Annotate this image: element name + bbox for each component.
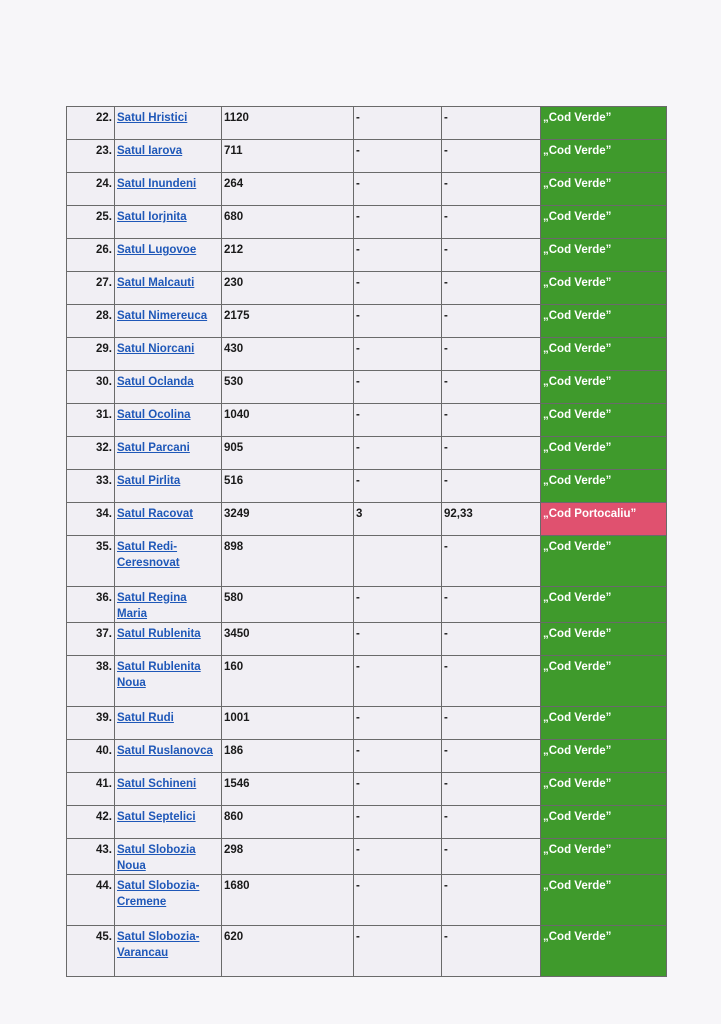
row-number: 43. [67, 839, 115, 875]
population-cell: 186 [222, 740, 354, 773]
population-cell: 680 [222, 206, 354, 239]
cases-cell: - [354, 740, 442, 773]
cases-cell: - [354, 404, 442, 437]
cases-cell: - [354, 140, 442, 173]
population-cell: 1040 [222, 404, 354, 437]
rate-cell: - [442, 305, 541, 338]
cases-cell: 3 [354, 503, 442, 536]
cases-cell [354, 536, 442, 587]
table-row [67, 806, 667, 839]
village-name-cell [115, 656, 222, 707]
village-name-cell [115, 404, 222, 437]
village-link[interactable]: Satul Oclanda [117, 376, 194, 388]
cases-cell: - [354, 272, 442, 305]
row-number: 32. [67, 437, 115, 470]
cases-cell: - [354, 875, 442, 926]
table-row [67, 839, 667, 875]
population-cell: 264 [222, 173, 354, 206]
village-link[interactable]: Satul Slobozia-Cremene [117, 880, 200, 908]
row-number: 34. [67, 503, 115, 536]
village-link[interactable]: Satul Slobozia-Varancau [117, 931, 200, 959]
alert-code-cell: „Cod Verde” [541, 773, 667, 806]
table-row [67, 305, 667, 338]
village-link[interactable]: Satul Slobozia Noua [117, 844, 196, 872]
alert-code-cell: „Cod Verde” [541, 806, 667, 839]
table-body [67, 107, 667, 977]
population-cell: 3450 [222, 623, 354, 656]
village-name-cell [115, 806, 222, 839]
village-name-cell [115, 536, 222, 587]
rate-cell: - [442, 371, 541, 404]
table-row [67, 206, 667, 239]
cases-cell: - [354, 470, 442, 503]
village-name-cell [115, 371, 222, 404]
alert-code-cell: „Cod Verde” [541, 338, 667, 371]
table-row [67, 437, 667, 470]
population-cell: 905 [222, 437, 354, 470]
population-cell: 1680 [222, 875, 354, 926]
table-row [67, 740, 667, 773]
row-number: 40. [67, 740, 115, 773]
rate-cell: - [442, 404, 541, 437]
row-number: 28. [67, 305, 115, 338]
row-number: 36. [67, 587, 115, 623]
row-number: 39. [67, 707, 115, 740]
table-row [67, 404, 667, 437]
row-number: 22. [67, 107, 115, 140]
table-row [67, 773, 667, 806]
village-link[interactable]: Satul Septelici [117, 811, 196, 823]
table-row [67, 239, 667, 272]
table-row [67, 173, 667, 206]
table-row [67, 140, 667, 173]
village-name-cell [115, 470, 222, 503]
village-link[interactable]: Satul Ruslanovca [117, 745, 213, 757]
rate-cell: - [442, 806, 541, 839]
village-name-cell [115, 239, 222, 272]
rate-cell: 92,33 [442, 503, 541, 536]
alert-code-cell: „Cod Verde” [541, 140, 667, 173]
row-number: 30. [67, 371, 115, 404]
rate-cell: - [442, 740, 541, 773]
rate-cell: - [442, 656, 541, 707]
population-cell: 898 [222, 536, 354, 587]
rate-cell: - [442, 839, 541, 875]
cases-cell: - [354, 656, 442, 707]
population-cell: 298 [222, 839, 354, 875]
alert-code-cell: „Cod Verde” [541, 587, 667, 623]
cases-cell: - [354, 623, 442, 656]
table-row [67, 107, 667, 140]
cases-cell: - [354, 305, 442, 338]
population-cell: 516 [222, 470, 354, 503]
alert-code-cell: „Cod Verde” [541, 707, 667, 740]
rate-cell: - [442, 587, 541, 623]
row-number: 29. [67, 338, 115, 371]
cases-cell: - [354, 107, 442, 140]
population-cell: 1120 [222, 107, 354, 140]
alert-code-cell: „Cod Verde” [541, 305, 667, 338]
village-link[interactable]: Satul Regina Maria [117, 592, 187, 620]
rate-cell: - [442, 773, 541, 806]
cases-cell: - [354, 587, 442, 623]
alert-code-cell: „Cod Verde” [541, 875, 667, 926]
village-link[interactable]: Satul Rublenita Noua [117, 661, 201, 689]
table-row [67, 623, 667, 656]
alert-code-cell: „Cod Verde” [541, 107, 667, 140]
row-number: 41. [67, 773, 115, 806]
table-row [67, 503, 667, 536]
cases-cell: - [354, 371, 442, 404]
population-cell: 230 [222, 272, 354, 305]
population-cell: 430 [222, 338, 354, 371]
rate-cell: - [442, 239, 541, 272]
rate-cell: - [442, 272, 541, 305]
alert-code-cell: „Cod Verde” [541, 404, 667, 437]
row-number: 37. [67, 623, 115, 656]
rate-cell: - [442, 173, 541, 206]
alert-code-cell: „Cod Verde” [541, 656, 667, 707]
alert-code-cell: „Cod Verde” [541, 740, 667, 773]
village-link[interactable]: Satul Lugovoe [117, 244, 197, 256]
village-name-cell [115, 740, 222, 773]
rate-cell: - [442, 875, 541, 926]
alert-code-cell: „Cod Verde” [541, 371, 667, 404]
row-number: 25. [67, 206, 115, 239]
alert-code-cell: „Cod Verde” [541, 206, 667, 239]
table-row [67, 371, 667, 404]
row-number: 33. [67, 470, 115, 503]
village-name-cell [115, 503, 222, 536]
rate-cell: - [442, 536, 541, 587]
cases-cell: - [354, 239, 442, 272]
row-number: 42. [67, 806, 115, 839]
village-link[interactable]: Satul Malcauti [117, 277, 195, 289]
village-name-cell [115, 206, 222, 239]
cases-cell: - [354, 839, 442, 875]
village-name-cell [115, 773, 222, 806]
population-cell: 3249 [222, 503, 354, 536]
population-cell: 711 [222, 140, 354, 173]
population-cell: 1546 [222, 773, 354, 806]
village-name-cell [115, 587, 222, 623]
population-cell: 160 [222, 656, 354, 707]
village-link[interactable]: Satul Inundeni [117, 178, 197, 190]
village-name-cell [115, 272, 222, 305]
village-link[interactable]: Satul Rublenita [117, 628, 201, 640]
village-link[interactable]: Satul Ocolina [117, 409, 191, 421]
rate-cell: - [442, 338, 541, 371]
alert-code-cell: „Cod Verde” [541, 839, 667, 875]
alert-code-cell: „Cod Verde” [541, 272, 667, 305]
village-name-cell [115, 140, 222, 173]
population-cell: 530 [222, 371, 354, 404]
rate-cell: - [442, 107, 541, 140]
alert-code-cell: „Cod Verde” [541, 926, 667, 977]
rate-cell: - [442, 140, 541, 173]
rate-cell: - [442, 206, 541, 239]
table-row [67, 656, 667, 707]
village-link[interactable]: Satul Redi-Ceresnovat [117, 541, 180, 569]
rate-cell: - [442, 470, 541, 503]
village-link[interactable]: Satul Rudi [117, 712, 174, 724]
cases-cell: - [354, 437, 442, 470]
cases-cell: - [354, 707, 442, 740]
table-row [67, 587, 667, 623]
cases-cell: - [354, 806, 442, 839]
row-number: 27. [67, 272, 115, 305]
village-name-cell [115, 305, 222, 338]
table-row [67, 875, 667, 926]
cases-cell: - [354, 206, 442, 239]
alert-code-cell: „Cod Verde” [541, 173, 667, 206]
village-link[interactable]: Satul Schineni [117, 778, 197, 790]
rate-cell: - [442, 437, 541, 470]
row-number: 44. [67, 875, 115, 926]
table-row [67, 338, 667, 371]
row-number: 35. [67, 536, 115, 587]
cases-cell: - [354, 926, 442, 977]
population-cell: 580 [222, 587, 354, 623]
cases-cell: - [354, 773, 442, 806]
row-number: 24. [67, 173, 115, 206]
table-row [67, 470, 667, 503]
population-cell: 1001 [222, 707, 354, 740]
village-name-cell [115, 875, 222, 926]
alert-code-cell: „Cod Verde” [541, 623, 667, 656]
alert-code-cell: „Cod Verde” [541, 239, 667, 272]
population-cell: 212 [222, 239, 354, 272]
population-cell: 620 [222, 926, 354, 977]
village-name-cell [115, 623, 222, 656]
village-link[interactable]: Satul Nimereuca [117, 310, 208, 322]
village-name-cell [115, 839, 222, 875]
village-name-cell [115, 173, 222, 206]
alert-code-cell: „Cod Verde” [541, 536, 667, 587]
row-number: 45. [67, 926, 115, 977]
table-row [67, 926, 667, 977]
village-link[interactable]: Satul Iarova [117, 145, 183, 157]
cases-cell: - [354, 338, 442, 371]
alert-code-cell: „Cod Verde” [541, 437, 667, 470]
rate-cell: - [442, 707, 541, 740]
population-cell: 2175 [222, 305, 354, 338]
village-name-cell [115, 338, 222, 371]
village-alert-table [66, 106, 667, 977]
village-name-cell [115, 707, 222, 740]
table-row [67, 536, 667, 587]
village-link[interactable]: Satul Niorcani [117, 343, 195, 355]
village-link[interactable]: Satul Hristici [117, 112, 188, 124]
village-name-cell [115, 107, 222, 140]
village-link[interactable]: Satul Parcani [117, 442, 190, 454]
row-number: 23. [67, 140, 115, 173]
village-link[interactable]: Satul Pirlita [117, 475, 181, 487]
row-number: 38. [67, 656, 115, 707]
village-name-cell [115, 437, 222, 470]
population-cell: 860 [222, 806, 354, 839]
table-row [67, 272, 667, 305]
row-number: 31. [67, 404, 115, 437]
village-link[interactable]: Satul Racovat [117, 508, 194, 520]
rate-cell: - [442, 623, 541, 656]
village-link[interactable]: Satul Iorjnita [117, 211, 187, 223]
alert-code-cell: „Cod Portocaliu” [541, 503, 667, 536]
row-number: 26. [67, 239, 115, 272]
rate-cell: - [442, 926, 541, 977]
table-row [67, 707, 667, 740]
alert-code-cell: „Cod Verde” [541, 470, 667, 503]
cases-cell: - [354, 173, 442, 206]
village-name-cell [115, 926, 222, 977]
